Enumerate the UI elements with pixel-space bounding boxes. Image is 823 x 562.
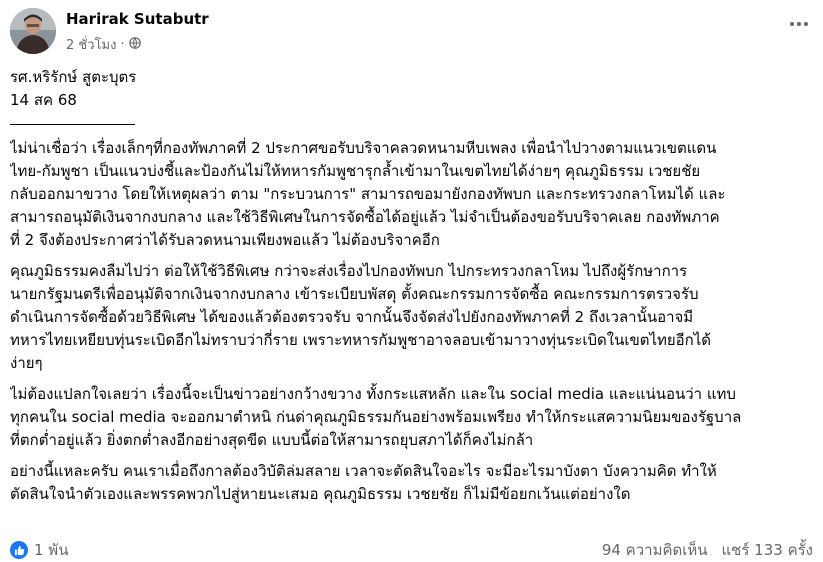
text-line: นายกรัฐมนตรีเพื่ออนุมัติจากเงินจากงบกลาง เข้าระเบียบพัสดุ ตั้งคณะกรรมการจัดซื้อ คณะกรรมการตรวจรับ	[10, 285, 699, 303]
text-line: กลับออกมาขวาง โดยให้เหตุผลว่า ตาม "กระบวนการ" สามารถขอมายังกองทัพบก และกระทรวงกลาโหมได้ และ	[10, 185, 726, 203]
text-line: ทหารไทยเหยียบทุ่นระเบิดอีกไม่ทราบว่ากี่ราย เพราะทหารกัมพูชาอาจลอบเข้ามาวางทุ่นระเบิดในเขตไทยอีกได้	[10, 331, 712, 349]
post-header	[10, 8, 813, 56]
author-avatar[interactable]	[10, 8, 56, 54]
paragraph-4	[10, 460, 813, 506]
byline: รศ.หริรักษ์ สูตะบุตร	[10, 68, 137, 86]
text-line: อย่างนี้แหละครับ คนเราเมื่อถึงกาลต้องวิบัติล่มสลาย เวลาจะตัดสินใจอะไร จะมีอะไรมาบังตา บังความคิด ทำให้	[10, 462, 717, 480]
post-footer	[10, 538, 813, 559]
text-line: สามารถอนุมัติเงินจากงบกลาง และใช้วิธีพิเศษในการจัดซื้อได้อยู่แล้ว ไม่จำเป็นต้องขอรับบริจาคเลย กองทัพภาค	[10, 208, 720, 226]
divider	[10, 113, 135, 125]
reactions-summary[interactable]	[10, 538, 68, 562]
shares-count[interactable]: แชร์ 133 ครั้ง	[721, 541, 813, 559]
post-meta	[66, 34, 141, 55]
paragraph-2	[10, 260, 813, 375]
engagement-stats	[602, 538, 813, 562]
globe-icon[interactable]	[129, 37, 141, 53]
text-line: ดำเนินการจัดซื้อด้วยวิธีพิเศษ ได้ของแล้วต้องตรวจรับ จากนั้นจึงจัดส่งไปยังกองทัพภาคที่ 2 ถึงเวลานั้นอาจมี	[10, 308, 694, 326]
text-line: ตัดสินใจนำตัวเองและพรรคพวกไปสู่หายนะเสมอ คุณภูมิธรรม เวชยชัย ก็ไม่มีข้อยกเว้นแต่อย่างใด	[10, 485, 631, 503]
date-line: 14 สค 68	[10, 91, 77, 109]
more-options-icon[interactable]	[787, 14, 811, 34]
reactions-count[interactable]: 1 พัน	[34, 541, 69, 559]
text-line: ทุกคนใน social media จะออกมาตำหนิ ก่นด่าคุณภูมิธรรมกันอย่างพร้อมเพรียง ทำให้กระแสความนิยมของรัฐบาล	[10, 408, 742, 426]
text-line: ไม่ต้องแปลกใจเลยว่า เรื่องนี้จะเป็นข่าวอย่างกว้างขวาง ทั้งกระแสหลัก และใน social media และแน่นอนว่า แทบ	[10, 385, 736, 403]
like-icon	[10, 541, 28, 559]
meta-separator: ·	[120, 37, 125, 52]
comments-count[interactable]: 94 ความคิดเห็น	[601, 541, 708, 559]
text-line: คุณภูมิธรรมคงลืมไปว่า ต่อให้ใช้วิธีพิเศษ กว่าจะส่งเรื่องไปกองทัพบก ไปกระทรวงกลาโหม ไปถึงผู้รักษาการ	[10, 262, 688, 280]
paragraph-3	[10, 383, 813, 452]
paragraph-1	[10, 137, 813, 252]
text-line: ง่ายๆ	[10, 354, 43, 372]
text-line: ที่ 2 จึงต้องประกาศว่าได้รับลวดหนามเพียงพอแล้ว ไม่ต้องบริจาคอีก	[10, 231, 440, 249]
author-name[interactable]: Harirak Sutabutr	[66, 10, 209, 28]
post-time[interactable]: 2 ชั่วโมง	[66, 38, 117, 53]
text-line: ที่ตกต่ำอยู่แล้ว ยิ่งตกต่ำลงอีกอย่างสุดขีด แบบนี้ต่อให้สามารถยุบสภาได้ก็คงไม่กล้า	[10, 431, 534, 449]
text-line: ไทย-กัมพูชา เป็นแนวบ่งชี้และป้องกันไม่ให้ทหารกัมพูชารุกล้ำเข้ามาในเขตไทยได้ง่ายๆ คุณภูมิธรรม เวชยชัย	[10, 162, 701, 180]
post-body	[10, 66, 813, 506]
text-line: ไม่น่าเชื่อว่า เรื่องเล็กๆที่กองทัพภาคที่ 2 ประกาศขอรับบริจาคลวดหนามหีบเพลง เพื่อนำไปวางตามแนวเขตแดน	[10, 139, 717, 157]
